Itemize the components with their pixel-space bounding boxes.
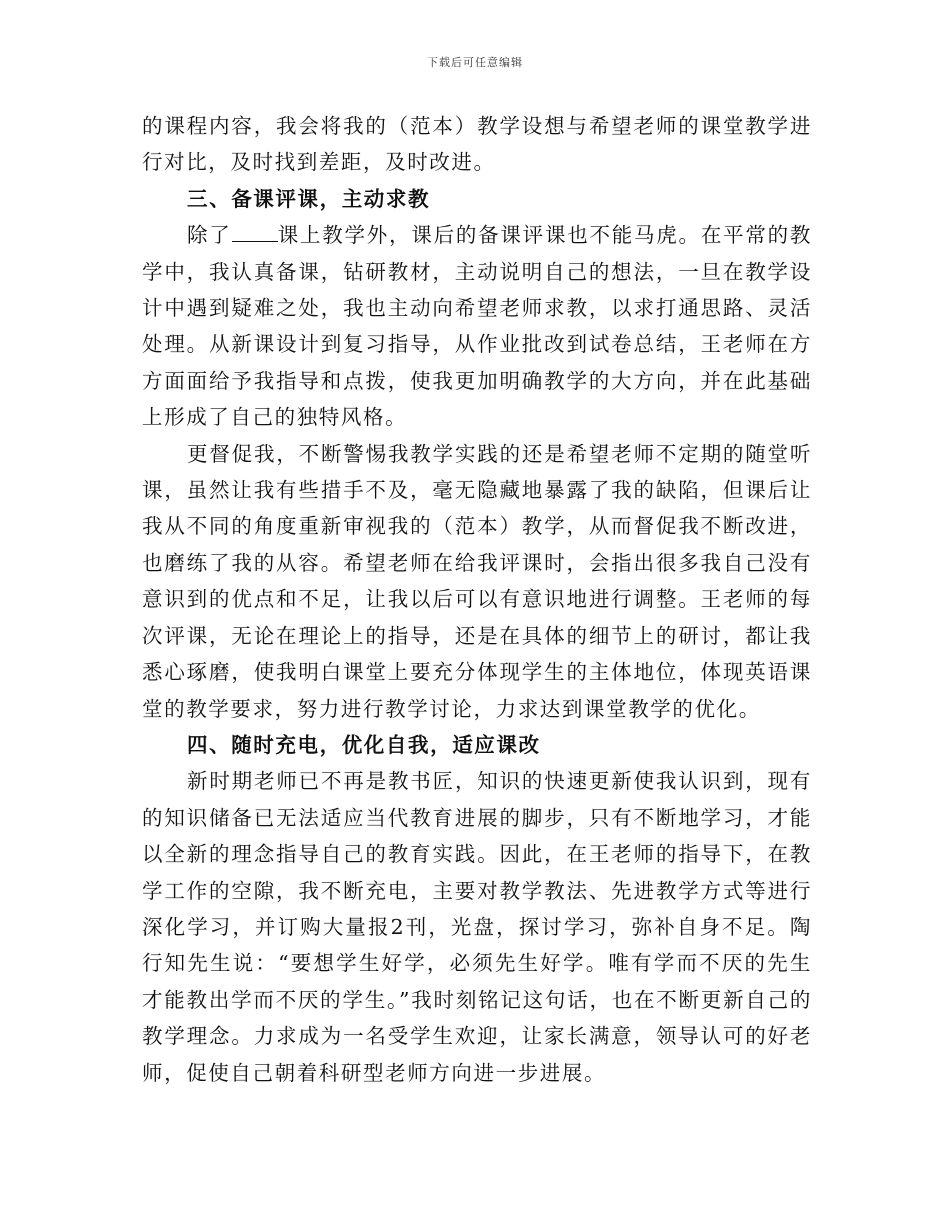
fill-in-blank xyxy=(232,223,278,242)
page-header-note: 下载后可任意编辑 xyxy=(427,56,523,69)
paragraph-lesson-review xyxy=(142,217,812,435)
paragraph-lesson-review-start: 除了 xyxy=(187,223,232,248)
paragraph-self-improvement: 新时期老师已不再是教书匠，知识的快速更新使我认识到，现有的知识储备已无法适应当代教育进展的脚步，只有不断地学习，才能以全新的理念指导自己的教育实践。因此，在王老师的指导下，在教学工作的空隙，我不断充电，主要对教学教法、先进教学方式等进行深化学习，并订购大量报2刊，光盘，探讨学习，弥补自身不足。陶行知先生说：“要想学生好学，必须先生好学。唯有学而不厌的先生才能教出学而不厌的学生。”我时刻铭记这句话，也在不断更新自己的教学理念。力求成为一名受学生欢迎，让家长满意，领导认可的好老师，促使自己朝着科研型老师方向进一步进展。 xyxy=(142,769,812,1085)
document-body xyxy=(142,108,812,1091)
paragraph-continuation: 的课程内容，我会将我的（范本）教学设想与希望老师的课堂教学进行对比，及时找到差距，及时改进。 xyxy=(142,114,812,175)
section-heading-3: 三、备课评课，主动求教 xyxy=(187,186,431,211)
paragraph-lesson-review-rest: 课上教学外，课后的备课评课也不能马虎。在平常的教学中，我认真备课，钻研教材，主动说明自己的想法，一旦在教学设计中遇到疑难之处，我也主动向希望老师求教，以求打通思路、灵活处理。从新课设计到复习指导，从作业批改到试卷总结，王老师在方方面面给予我指导和点拨，使我更加明确教学的大方向，并在此基础上形成了自己的独特风格。 xyxy=(142,223,812,430)
paragraph-classroom-observation: 更督促我，不断警惕我教学实践的还是希望老师不定期的随堂听课，虽然让我有些措手不及，毫无隐藏地暴露了我的缺陷，但课后让我从不同的角度重新审视我的（范本）教学，从而督促我不断改进，也磨练了我的从容。希望老师在给我评课时，会指出很多我自己没有意识到的优点和不足，让我以后可以有意识地进行调整。王老师的每次评课，无论在理论上的指导，还是在具体的细节上的研讨，都让我悉心琢磨，使我明白课堂上要充分体现学生的主体地位，体现英语课堂的教学要求，努力进行教学讨论，力求达到课堂教学的优化。 xyxy=(142,441,812,721)
section-heading-4: 四、随时充电，优化自我，适应课改 xyxy=(187,732,541,757)
